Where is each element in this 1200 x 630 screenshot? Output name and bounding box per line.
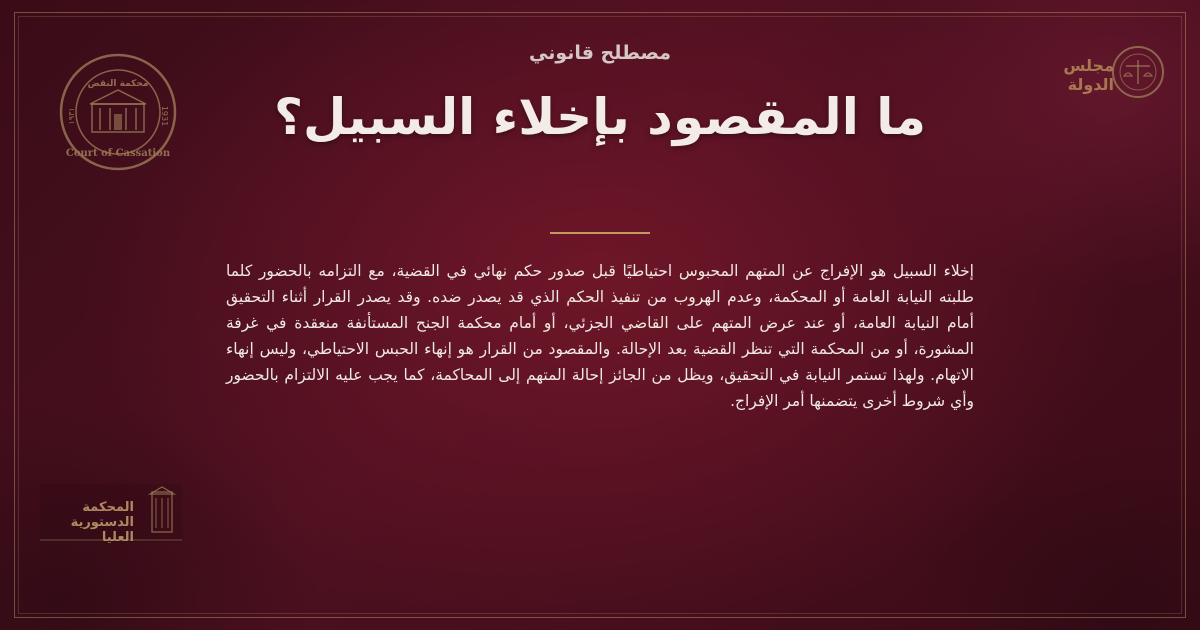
page-title: ما المقصود بإخلاء السبيل؟ xyxy=(273,88,926,146)
seal-english-name: Court of Cassation xyxy=(65,148,171,159)
article-paragraph: إخلاء السبيل هو الإفراج عن المتهم المحبوس احتياطيًا قبل صدور حكم نهائي في القضية، مع التزامه بالحضور كلما طلبته النيابة العامة أو المحكمة، وعدم الهروب من تنفيذ الحكم الذي قد يصدر ضده. وقد يصدر القرار أثناء التحقيق أمام النيابة العامة، أو عند عرض المتهم على القاضي الجزئي، أو أمام محكمة الجنح المستأنفة منعقدة في غرفة المشورة، أو من المحكمة التي تنظر القضية بعد الإحالة. والمقصود من القرار هو إنهاء الحبس الاحتياطي، وليس إنهاء الاتهام. ولهذا تستمر النيابة في التحقيق، ويظل من الجائز إحالة المتهم إلى المحاكمة، كما يجب عليه الالتزام بالحضور وأي شروط أخرى يتضمنها أمر الإفراج. xyxy=(226,262,974,410)
title-divider xyxy=(550,232,650,234)
state-council-name: مجلس الدولة xyxy=(1063,56,1114,94)
supreme-constitutional-court-name: المحكمة الدستورية العليا xyxy=(70,500,134,545)
seal-year-arabic: ١٩٣١ xyxy=(67,107,76,125)
seal-year-latin: 1931 xyxy=(160,105,169,127)
seal-arabic-name: محكمة النقض xyxy=(87,79,149,89)
section-eyebrow: مصطلح قانوني xyxy=(528,42,672,64)
